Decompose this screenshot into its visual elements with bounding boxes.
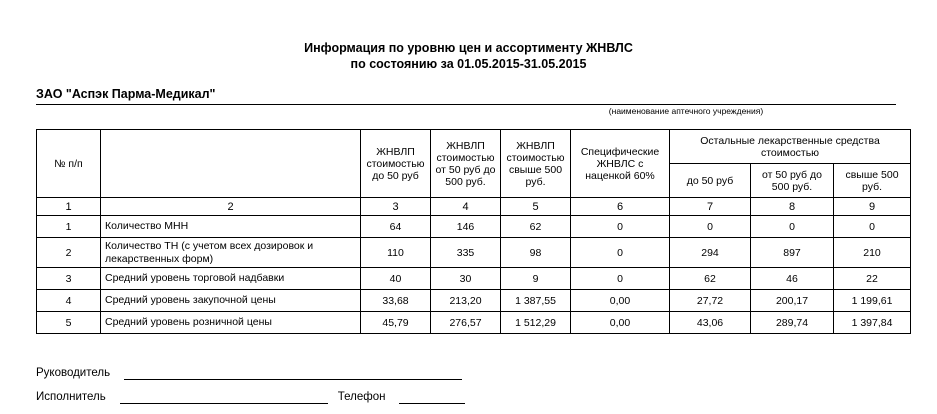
page-title-line-2: по состоянию за 01.05.2015-31.05.2015 xyxy=(350,57,587,71)
header-cell-specific-zhnvls: Специфические ЖНВЛС с наценкой 60% xyxy=(571,130,670,198)
cell-col9: 210 xyxy=(834,238,911,268)
cell-col4: 276,57 xyxy=(431,312,501,334)
table-row xyxy=(37,312,911,334)
price-level-table xyxy=(36,129,911,334)
cell-col7: 62 xyxy=(670,268,751,290)
colnum-6: 6 xyxy=(571,198,670,216)
table-row xyxy=(37,238,911,268)
cell-col5: 1 387,55 xyxy=(501,290,571,312)
row-label: Средний уровень закупочной цены xyxy=(101,290,361,312)
cell-col6: 0 xyxy=(571,268,670,290)
cell-col5: 1 512,29 xyxy=(501,312,571,334)
cell-col3: 40 xyxy=(361,268,431,290)
cell-col8: 897 xyxy=(751,238,834,268)
colnum-5: 5 xyxy=(501,198,571,216)
colnum-9: 9 xyxy=(834,198,911,216)
header-cell-indicator xyxy=(101,130,361,198)
signature-footer xyxy=(36,356,916,404)
row-number: 1 xyxy=(37,216,101,238)
cell-col3: 33,68 xyxy=(361,290,431,312)
executor-signature-line xyxy=(120,393,328,404)
organization-name: ЗАО "Аспэк Парма-Медикал" xyxy=(36,87,216,101)
cell-col3: 45,79 xyxy=(361,312,431,334)
table-body xyxy=(37,216,911,334)
cell-col6: 0,00 xyxy=(571,312,670,334)
cell-col9: 1 397,84 xyxy=(834,312,911,334)
row-number: 2 xyxy=(37,238,101,268)
organization-caption: (наименование аптечного учреждения) xyxy=(608,106,764,116)
header-cell-zhnvlp-under-50: ЖНВЛП стоимостью до 50 руб xyxy=(361,130,431,198)
phone-label: Телефон xyxy=(337,391,386,403)
header-cell-other-medicines-group: Остальные лекарственные средства стоимостью xyxy=(670,130,911,164)
table-row xyxy=(37,216,911,238)
manager-signature-row xyxy=(36,356,916,380)
cell-col5: 9 xyxy=(501,268,571,290)
cell-col9: 1 199,61 xyxy=(834,290,911,312)
colnum-4: 4 xyxy=(431,198,501,216)
table-column-number-row xyxy=(37,198,911,216)
cell-col8: 0 xyxy=(751,216,834,238)
manager-label: Руководитель xyxy=(36,367,111,379)
phone-line xyxy=(399,393,465,404)
cell-col7: 43,06 xyxy=(670,312,751,334)
row-label: Средний уровень розничной цены xyxy=(101,312,361,334)
cell-col4: 335 xyxy=(431,238,501,268)
colnum-2: 2 xyxy=(101,198,361,216)
row-label: Средний уровень торговой надбавки xyxy=(101,268,361,290)
colnum-7: 7 xyxy=(670,198,751,216)
cell-col5: 62 xyxy=(501,216,571,238)
executor-signature-row xyxy=(36,380,916,404)
cell-col9: 22 xyxy=(834,268,911,290)
executor-label: Исполнитель xyxy=(36,391,106,403)
table-row xyxy=(37,268,911,290)
table-header xyxy=(37,130,911,216)
header-cell-other-50-500: от 50 руб до 500 руб. xyxy=(751,164,834,198)
row-number: 3 xyxy=(37,268,101,290)
cell-col7: 294 xyxy=(670,238,751,268)
cell-col6: 0,00 xyxy=(571,290,670,312)
cell-col4: 30 xyxy=(431,268,501,290)
cell-col6: 0 xyxy=(571,216,670,238)
document-title-block xyxy=(0,40,937,72)
manager-signature-line xyxy=(124,369,462,380)
cell-col6: 0 xyxy=(571,238,670,268)
table-row xyxy=(37,290,911,312)
row-number: 4 xyxy=(37,290,101,312)
colnum-1: 1 xyxy=(37,198,101,216)
price-level-table-wrapper xyxy=(36,129,911,334)
cell-col3: 110 xyxy=(361,238,431,268)
header-cell-number: № п/п xyxy=(37,130,101,198)
colnum-8: 8 xyxy=(751,198,834,216)
header-cell-other-over-500: свыше 500 руб. xyxy=(834,164,911,198)
colnum-3: 3 xyxy=(361,198,431,216)
cell-col7: 27,72 xyxy=(670,290,751,312)
cell-col8: 46 xyxy=(751,268,834,290)
cell-col3: 64 xyxy=(361,216,431,238)
organization-block xyxy=(36,87,896,117)
row-number: 5 xyxy=(37,312,101,334)
row-label: Количество ТН (с учетом всех дозировок и лекарственных форм) xyxy=(101,238,361,268)
cell-col4: 146 xyxy=(431,216,501,238)
cell-col4: 213,20 xyxy=(431,290,501,312)
cell-col9: 0 xyxy=(834,216,911,238)
cell-col8: 200,17 xyxy=(751,290,834,312)
cell-col7: 0 xyxy=(670,216,751,238)
cell-col5: 98 xyxy=(501,238,571,268)
header-cell-zhnvlp-over-500: ЖНВЛП стоимостью свыше 500 руб. xyxy=(501,130,571,198)
page-title-line-1: Информация по уровню цен и ассортименту ЖНВЛС xyxy=(304,41,633,55)
row-label: Количество МНН xyxy=(101,216,361,238)
header-cell-zhnvlp-50-500: ЖНВЛП стоимостью от 50 руб до 500 руб. xyxy=(431,130,501,198)
header-cell-other-under-50: до 50 руб xyxy=(670,164,751,198)
cell-col8: 289,74 xyxy=(751,312,834,334)
table-header-row-main xyxy=(37,130,911,164)
